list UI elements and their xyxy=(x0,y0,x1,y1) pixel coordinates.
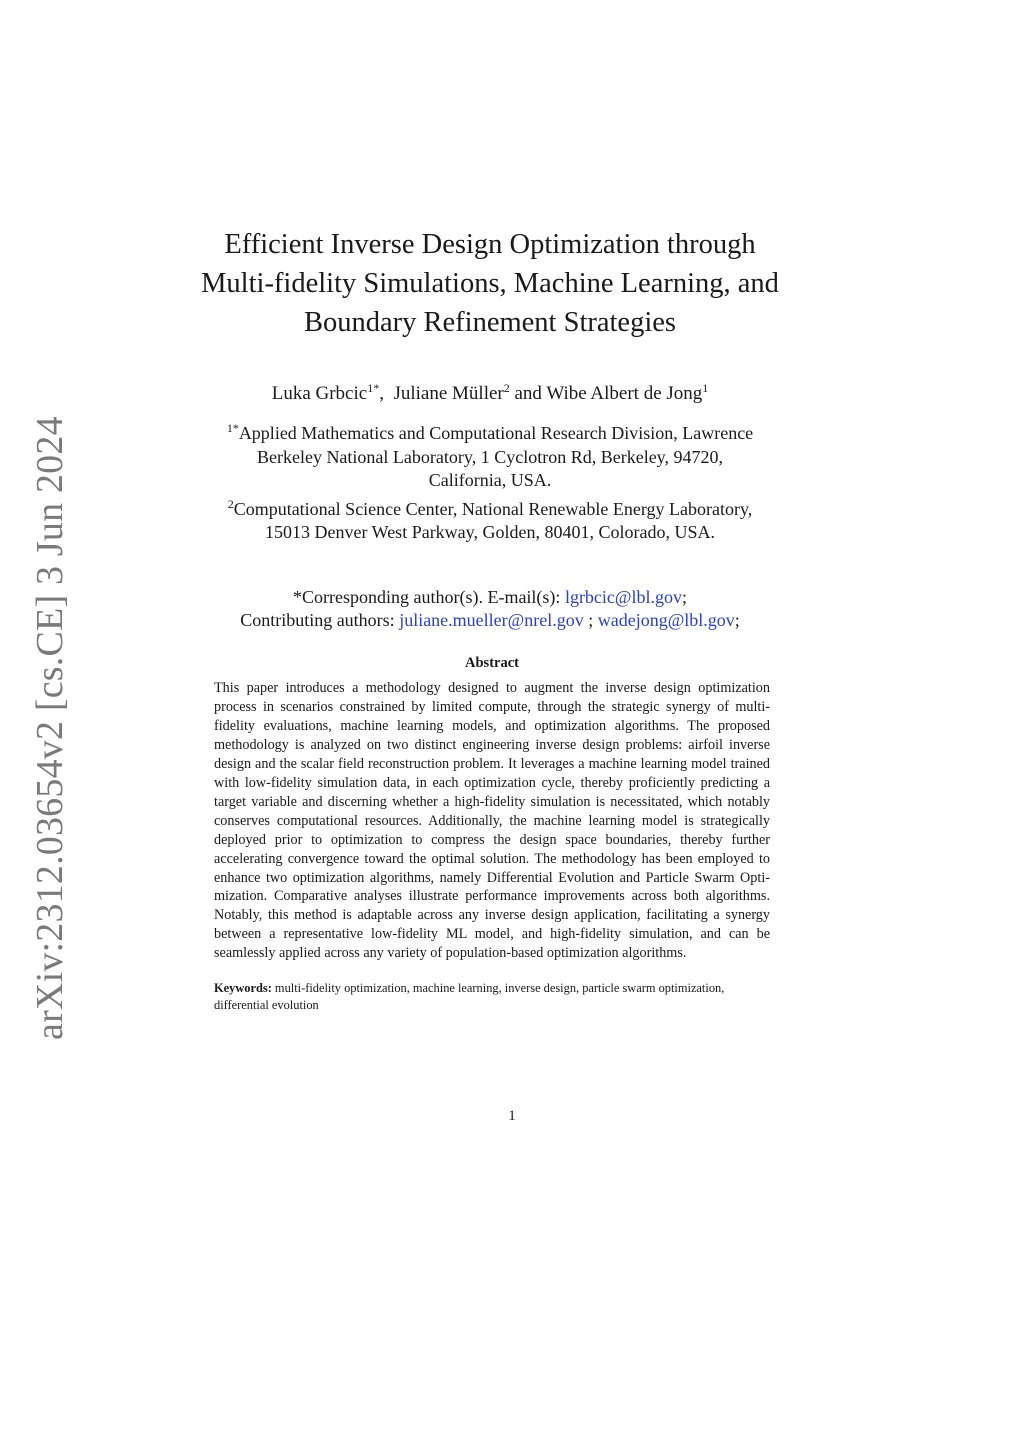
contributing-authors-line xyxy=(190,609,790,633)
author-list xyxy=(190,375,790,407)
keywords-text: multi-fidelity optimization, machine learning, inverse design, particle swarm optimization, differential evolution xyxy=(214,981,725,1013)
contributing-email-link-2[interactable]: wadejong@lbl.gov xyxy=(597,610,735,630)
title-line: Efficient Inverse Design Optimization through xyxy=(224,229,756,260)
author-name: Wibe Albert de Jong xyxy=(546,383,703,404)
contributing-email-link-1[interactable]: juliane.mueller@nrel.gov xyxy=(399,610,584,630)
corresponding-tail: ; xyxy=(682,586,688,607)
affiliation-line: Applied Mathematics and Computational Research Division, Lawrence xyxy=(238,423,754,443)
author-separator: , xyxy=(379,383,394,404)
abstract-body: This paper introduces a methodology designed to augment the inverse design optimization process in scenarios constrained by limited compute, through the strategic synergy of multi-fidelity evaluations, machine learning models, and optimization algorithms. The proposed methodology is analyzed on two distinct engineering inverse design problems: airfoil inverse design and the scalar field reconstruction problem. It leverages a machine learning model trained with low-fidelity simulation data, in each optimization cycle, thereby proficiently predicting a target variable and discerning whether a high-fidelity simulation is necessitated, which notably conserves computational resources. Additionally, the machine learning model is strategically deployed prior to optimization to compress the design space boundaries, thereby further accelerating convergence toward the optimal solution. The methodology has been employed to enhance two optimization algorithms, namely Differential Evolution and Particle Swarm Optimization. Comparative analyses illustrate performance improvements across both algorithms. Notably, this method is adaptable across any inverse design application, facilitating a synergy between a representative low-fidelity ML model, and high-fidelity simulation, and can be seamlessly applied across any variety of population-based optimization algorithms. xyxy=(214,680,770,962)
author-affiliation-mark: 2 xyxy=(503,381,510,395)
keywords-label: Keywords: xyxy=(214,981,272,996)
abstract-section xyxy=(214,653,770,1014)
affiliation-line: California, USA. xyxy=(428,470,552,490)
title-line: Boundary Refinement Strategies xyxy=(304,307,676,338)
paper-header xyxy=(190,225,790,633)
contact-info xyxy=(190,586,790,633)
author-affiliation-mark: 1 xyxy=(702,381,709,395)
abstract-heading: Abstract xyxy=(465,655,519,671)
title-line: Multi-fidelity Simulations, Machine Learning, and xyxy=(201,268,779,299)
author-separator: and xyxy=(509,383,547,404)
author-affiliation-mark: 1* xyxy=(367,381,380,395)
affiliation-list xyxy=(190,417,790,545)
contributing-label: Contributing authors: xyxy=(240,610,395,630)
corresponding-label: *Corresponding author(s). E-mail(s): xyxy=(292,586,561,607)
page-number: 1 xyxy=(508,1108,516,1124)
corresponding-author-line xyxy=(190,586,790,610)
contributing-tail: ; xyxy=(734,610,740,630)
affiliation-line: Computational Science Center, National Renewable Energy Laboratory, xyxy=(233,498,753,519)
affiliation-2 xyxy=(190,493,790,545)
arxiv-identifier-stamp: arXiv:2312.03654v2 [cs.CE] 3 Jun 2024 xyxy=(29,416,71,1040)
affiliation-mark: 2 xyxy=(227,496,234,511)
contributing-separator: ; xyxy=(583,610,598,630)
affiliation-line: Berkeley National Laboratory, 1 Cyclotron Rd, Berkeley, 94720, xyxy=(256,446,724,467)
keywords-section xyxy=(214,980,770,1014)
corresponding-email-link[interactable]: lgrbcic@lbl.gov xyxy=(564,586,682,607)
author-name: Juliane Müller xyxy=(393,383,504,404)
paper-title xyxy=(190,225,790,342)
affiliation-mark: 1* xyxy=(226,421,239,435)
author-name: Luka Grbcic xyxy=(271,383,368,404)
affiliation-1 xyxy=(190,417,790,493)
affiliation-line: 15013 Denver West Parkway, Golden, 80401, Colorado, USA. xyxy=(265,522,715,542)
